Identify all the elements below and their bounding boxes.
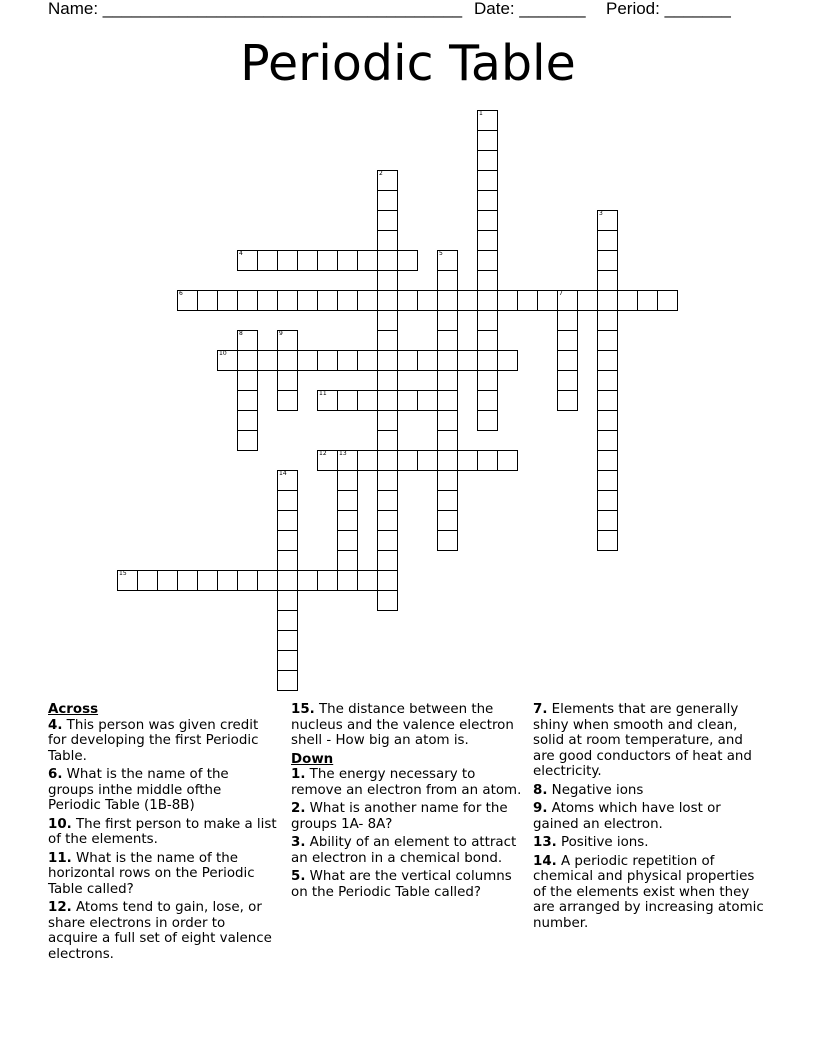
crossword-cell[interactable] bbox=[317, 350, 338, 371]
crossword-cell[interactable] bbox=[597, 390, 618, 411]
crossword-cell[interactable] bbox=[277, 670, 298, 691]
page-title: Periodic Table bbox=[240, 35, 576, 92]
crossword-cell[interactable] bbox=[377, 470, 398, 491]
clue-text: The energy necessary to remove an electron from an atom. bbox=[291, 767, 522, 798]
across-clue bbox=[291, 702, 523, 749]
crossword-cell[interactable] bbox=[357, 350, 378, 371]
crossword-cell[interactable] bbox=[277, 510, 298, 531]
crossword-cell[interactable] bbox=[337, 290, 358, 311]
crossword-cell[interactable] bbox=[597, 230, 618, 251]
clues-column-2 bbox=[291, 702, 523, 903]
crossword-cell[interactable] bbox=[437, 450, 458, 471]
crossword-cell[interactable] bbox=[277, 290, 298, 311]
crossword-cell[interactable] bbox=[377, 450, 398, 471]
across-clue bbox=[48, 718, 278, 765]
crossword-cell[interactable] bbox=[377, 330, 398, 351]
crossword-cell[interactable] bbox=[477, 150, 498, 171]
across-heading: Across bbox=[48, 702, 99, 717]
clue-text: What is another name for the groups 1A- 8A? bbox=[291, 801, 508, 832]
crossword-cell[interactable] bbox=[577, 290, 598, 311]
crossword-cell[interactable] bbox=[317, 390, 338, 411]
crossword-cell[interactable] bbox=[277, 530, 298, 551]
crossword-cell[interactable] bbox=[597, 250, 618, 271]
crossword-cell[interactable] bbox=[477, 410, 498, 431]
crossword-cell[interactable] bbox=[517, 290, 538, 311]
crossword-cell[interactable] bbox=[377, 310, 398, 331]
crossword-cell[interactable] bbox=[437, 330, 458, 351]
cell-clue-number: 12 bbox=[319, 450, 327, 457]
crossword-cell[interactable] bbox=[477, 390, 498, 411]
crossword-cell[interactable] bbox=[597, 430, 618, 451]
cell-clue-number: 9 bbox=[279, 330, 283, 337]
crossword-cell[interactable] bbox=[477, 270, 498, 291]
crossword-cell[interactable] bbox=[477, 190, 498, 211]
crossword-cell[interactable] bbox=[337, 450, 358, 471]
crossword-cell[interactable] bbox=[377, 190, 398, 211]
clue-number: 11. bbox=[48, 850, 72, 866]
crossword-cell[interactable] bbox=[337, 490, 358, 511]
crossword-cell[interactable] bbox=[377, 210, 398, 231]
crossword-cell[interactable] bbox=[317, 450, 338, 471]
crossword-cell[interactable] bbox=[597, 270, 618, 291]
cell-clue-number: 14 bbox=[279, 470, 287, 477]
down-clue bbox=[291, 869, 523, 900]
crossword-cell[interactable] bbox=[457, 290, 478, 311]
crossword-cell[interactable] bbox=[357, 250, 378, 271]
crossword-cell[interactable] bbox=[277, 550, 298, 571]
crossword-cell[interactable] bbox=[357, 290, 378, 311]
clues-column-3 bbox=[533, 702, 768, 934]
crossword-cell[interactable] bbox=[477, 250, 498, 271]
cell-clue-number: 4 bbox=[239, 250, 243, 257]
crossword-cell[interactable] bbox=[477, 310, 498, 331]
crossword-cell[interactable] bbox=[597, 450, 618, 471]
crossword-cell[interactable] bbox=[277, 350, 298, 371]
crossword-cell[interactable] bbox=[217, 350, 238, 371]
crossword-cell[interactable] bbox=[197, 290, 218, 311]
crossword-cell[interactable] bbox=[277, 250, 298, 271]
clue-number: 6. bbox=[48, 767, 63, 782]
crossword-cell[interactable] bbox=[277, 370, 298, 391]
crossword-cell[interactable] bbox=[257, 250, 278, 271]
crossword-cell[interactable] bbox=[557, 290, 578, 311]
clue-text: What are the vertical columns on the Periodic Table called? bbox=[291, 869, 512, 900]
crossword-cell[interactable] bbox=[597, 530, 618, 551]
crossword-cell[interactable] bbox=[557, 390, 578, 411]
down-clue bbox=[291, 835, 523, 866]
down-clue bbox=[291, 767, 523, 798]
crossword-cell[interactable] bbox=[437, 410, 458, 431]
crossword-cell[interactable] bbox=[337, 550, 358, 571]
crossword-cell[interactable] bbox=[417, 450, 438, 471]
crossword-cell[interactable] bbox=[297, 250, 318, 271]
crossword-cell[interactable] bbox=[277, 390, 298, 411]
across-clue bbox=[48, 851, 278, 898]
crossword-cell[interactable] bbox=[117, 570, 138, 591]
crossword-cell[interactable] bbox=[497, 290, 518, 311]
crossword-cell[interactable] bbox=[217, 570, 238, 591]
crossword-cell[interactable] bbox=[377, 430, 398, 451]
crossword-cell[interactable] bbox=[237, 410, 258, 431]
down-clue bbox=[533, 702, 768, 780]
crossword-cell[interactable] bbox=[377, 410, 398, 431]
crossword-cell[interactable] bbox=[457, 350, 478, 371]
crossword-cell[interactable] bbox=[437, 270, 458, 291]
crossword-cell[interactable] bbox=[597, 470, 618, 491]
crossword-cell[interactable] bbox=[337, 570, 358, 591]
crossword-cell[interactable] bbox=[477, 210, 498, 231]
clue-text: Negative ions bbox=[551, 782, 644, 798]
clue-number: 1. bbox=[291, 767, 306, 782]
crossword-cell[interactable] bbox=[457, 450, 478, 471]
across-clue bbox=[48, 900, 278, 962]
crossword-cell[interactable] bbox=[477, 290, 498, 311]
crossword-cell[interactable] bbox=[277, 650, 298, 671]
clue-text: Positive ions. bbox=[561, 835, 649, 850]
crossword-cell[interactable] bbox=[597, 290, 618, 311]
cell-clue-number: 7 bbox=[559, 290, 563, 297]
crossword-cell[interactable] bbox=[237, 350, 258, 371]
crossword-cell[interactable] bbox=[417, 350, 438, 371]
crossword-cell[interactable] bbox=[177, 290, 198, 311]
across-clue bbox=[48, 817, 278, 848]
crossword-cell[interactable] bbox=[297, 290, 318, 311]
crossword-cell[interactable] bbox=[377, 370, 398, 391]
clue-text: Ability of an element to attract an electron in a chemical bond. bbox=[291, 835, 517, 866]
crossword-cell[interactable] bbox=[397, 390, 418, 411]
down-clue bbox=[533, 783, 768, 799]
crossword-cell[interactable] bbox=[257, 350, 278, 371]
crossword-cell[interactable] bbox=[397, 290, 418, 311]
crossword-cell[interactable] bbox=[277, 490, 298, 511]
cell-clue-number: 5 bbox=[439, 250, 443, 257]
crossword-cell[interactable] bbox=[477, 330, 498, 351]
crossword-cell[interactable] bbox=[357, 570, 378, 591]
crossword-cell[interactable] bbox=[437, 430, 458, 451]
crossword-cell[interactable] bbox=[277, 570, 298, 591]
cell-clue-number: 15 bbox=[119, 570, 127, 577]
crossword-cell[interactable] bbox=[277, 330, 298, 351]
crossword-cell[interactable] bbox=[377, 230, 398, 251]
crossword-cell[interactable] bbox=[237, 390, 258, 411]
clue-text: A periodic repetition of chemical and physical properties of the elements exist when they are arranged by increasing atomic number. bbox=[533, 853, 764, 931]
crossword-cell[interactable] bbox=[477, 370, 498, 391]
crossword-cell[interactable] bbox=[657, 290, 678, 311]
crossword-cell[interactable] bbox=[477, 170, 498, 191]
crossword-cell[interactable] bbox=[557, 370, 578, 391]
crossword-cell[interactable] bbox=[437, 390, 458, 411]
crossword-cell[interactable] bbox=[337, 510, 358, 531]
clue-text: The distance between the nucleus and the valence electron shell - How big an atom is. bbox=[291, 702, 514, 748]
cell-clue-number: 13 bbox=[339, 450, 347, 457]
clue-number: 13. bbox=[533, 835, 557, 850]
crossword-cell[interactable] bbox=[337, 470, 358, 491]
crossword-cell[interactable] bbox=[557, 310, 578, 331]
crossword-cell[interactable] bbox=[597, 410, 618, 431]
crossword-cell[interactable] bbox=[477, 450, 498, 471]
crossword-cell[interactable] bbox=[217, 290, 238, 311]
crossword-cell[interactable] bbox=[557, 350, 578, 371]
clue-number: 9. bbox=[533, 801, 548, 816]
crossword-cell[interactable] bbox=[557, 330, 578, 351]
crossword-cell[interactable] bbox=[437, 510, 458, 531]
crossword-cell[interactable] bbox=[277, 610, 298, 631]
name-field-label: Name: ______________________________________ bbox=[48, 0, 463, 18]
crossword-cell[interactable] bbox=[437, 490, 458, 511]
crossword-cell[interactable] bbox=[377, 350, 398, 371]
crossword-cell[interactable] bbox=[597, 350, 618, 371]
crossword-cell[interactable] bbox=[257, 570, 278, 591]
crossword-cell[interactable] bbox=[437, 530, 458, 551]
clue-text: This person was given credit for developing the first Periodic Table. bbox=[48, 717, 259, 764]
date-field-label: Date: _______ bbox=[474, 0, 586, 18]
crossword-cell[interactable] bbox=[437, 310, 458, 331]
clue-number: 5. bbox=[291, 869, 306, 884]
clue-text: What is the name of the groups inthe middle ofthe Periodic Table (1B-8B) bbox=[48, 767, 229, 813]
period-field-label: Period: _______ bbox=[606, 0, 731, 18]
cell-clue-number: 10 bbox=[219, 350, 227, 357]
crossword-cell[interactable] bbox=[437, 470, 458, 491]
cell-clue-number: 8 bbox=[239, 330, 243, 337]
crossword-cell[interactable] bbox=[497, 350, 518, 371]
crossword-cell[interactable] bbox=[497, 450, 518, 471]
down-clue bbox=[291, 801, 523, 832]
crossword-cell[interactable] bbox=[417, 290, 438, 311]
crossword-cell[interactable] bbox=[597, 330, 618, 351]
crossword-cell[interactable] bbox=[397, 250, 418, 271]
crossword-cell[interactable] bbox=[237, 250, 258, 271]
crossword-cell[interactable] bbox=[237, 330, 258, 351]
crossword-cell[interactable] bbox=[157, 570, 178, 591]
clue-number: 8. bbox=[533, 782, 548, 798]
clue-number: 15. bbox=[291, 702, 315, 717]
crossword-cell[interactable] bbox=[377, 590, 398, 611]
crossword-cell[interactable] bbox=[137, 570, 158, 591]
crossword-cell[interactable] bbox=[377, 510, 398, 531]
down-heading: Down bbox=[291, 751, 334, 767]
clue-text: Elements that are generally shiny when smooth and clean, solid at room temperature, and are good conductors of heat and electricity. bbox=[533, 702, 752, 779]
crossword-cell[interactable] bbox=[277, 470, 298, 491]
crossword-cell[interactable] bbox=[477, 230, 498, 251]
down-clue bbox=[533, 835, 768, 851]
clue-number: 10. bbox=[48, 816, 72, 832]
crossword-cell[interactable] bbox=[317, 250, 338, 271]
clue-text: Atoms tend to gain, lose, or share electrons in order to acquire a full set of eight valence electrons. bbox=[48, 900, 272, 962]
crossword-cell[interactable] bbox=[597, 310, 618, 331]
cell-clue-number: 3 bbox=[599, 210, 603, 217]
across-clue bbox=[48, 767, 278, 814]
crossword-cell[interactable] bbox=[317, 290, 338, 311]
clue-number: 7. bbox=[533, 702, 548, 717]
crossword-cell[interactable] bbox=[477, 130, 498, 151]
crossword-cell[interactable] bbox=[237, 370, 258, 391]
clue-text: Atoms which have lost or gained an electron. bbox=[533, 801, 721, 832]
crossword-cell[interactable] bbox=[237, 430, 258, 451]
clue-number: 3. bbox=[291, 835, 306, 850]
cell-clue-number: 1 bbox=[479, 110, 483, 117]
crossword-cell[interactable] bbox=[437, 370, 458, 391]
crossword-cell[interactable] bbox=[317, 570, 338, 591]
clue-text: The first person to make a list of the elements. bbox=[48, 816, 277, 847]
crossword-cell[interactable] bbox=[597, 210, 618, 231]
crossword-cell[interactable] bbox=[597, 490, 618, 511]
crossword-cell[interactable] bbox=[257, 290, 278, 311]
crossword-cell[interactable] bbox=[337, 390, 358, 411]
crossword-cell[interactable] bbox=[377, 570, 398, 591]
cell-clue-number: 2 bbox=[379, 170, 383, 177]
crossword-cell[interactable] bbox=[297, 350, 318, 371]
crossword-cell[interactable] bbox=[337, 530, 358, 551]
crossword-cell[interactable] bbox=[357, 450, 378, 471]
clue-text: What is the name of the horizontal rows on the Periodic Table called? bbox=[48, 850, 255, 897]
crossword-cell[interactable] bbox=[377, 250, 398, 271]
crossword-cell[interactable] bbox=[637, 290, 658, 311]
crossword-cell[interactable] bbox=[297, 570, 318, 591]
cell-clue-number: 6 bbox=[179, 290, 183, 297]
crossword-cell[interactable] bbox=[377, 170, 398, 191]
clue-number: 14. bbox=[533, 853, 557, 869]
crossword-cell[interactable] bbox=[197, 570, 218, 591]
crossword-cell[interactable] bbox=[277, 630, 298, 651]
crossword-cell[interactable] bbox=[437, 350, 458, 371]
crossword-cell[interactable] bbox=[597, 370, 618, 391]
crossword-cell[interactable] bbox=[417, 390, 438, 411]
down-clue bbox=[533, 801, 768, 832]
crossword-cell[interactable] bbox=[437, 250, 458, 271]
crossword-cell[interactable] bbox=[177, 570, 198, 591]
crossword-cell[interactable] bbox=[337, 350, 358, 371]
crossword-cell[interactable] bbox=[377, 550, 398, 571]
crossword-cell[interactable] bbox=[397, 350, 418, 371]
crossword-cell[interactable] bbox=[537, 290, 558, 311]
crossword-cell[interactable] bbox=[437, 290, 458, 311]
crossword-cell[interactable] bbox=[237, 570, 258, 591]
crossword-cell[interactable] bbox=[277, 590, 298, 611]
crossword-cell[interactable] bbox=[377, 530, 398, 551]
crossword-cell[interactable] bbox=[357, 390, 378, 411]
crossword-cell[interactable] bbox=[237, 290, 258, 311]
clue-number: 2. bbox=[291, 801, 306, 816]
crossword-cell[interactable] bbox=[377, 290, 398, 311]
crossword-cell[interactable] bbox=[597, 510, 618, 531]
crossword-cell[interactable] bbox=[397, 450, 418, 471]
clue-number: 12. bbox=[48, 900, 72, 915]
clues-column-1 bbox=[48, 702, 278, 965]
crossword-cell[interactable] bbox=[617, 290, 638, 311]
clue-number: 4. bbox=[48, 717, 63, 733]
crossword-cell[interactable] bbox=[377, 490, 398, 511]
crossword-cell[interactable] bbox=[377, 390, 398, 411]
crossword-cell[interactable] bbox=[337, 250, 358, 271]
crossword-cell[interactable] bbox=[477, 350, 498, 371]
crossword-cell[interactable] bbox=[477, 110, 498, 131]
crossword-cell[interactable] bbox=[377, 270, 398, 291]
cell-clue-number: 11 bbox=[319, 390, 327, 397]
down-clue bbox=[533, 854, 768, 932]
